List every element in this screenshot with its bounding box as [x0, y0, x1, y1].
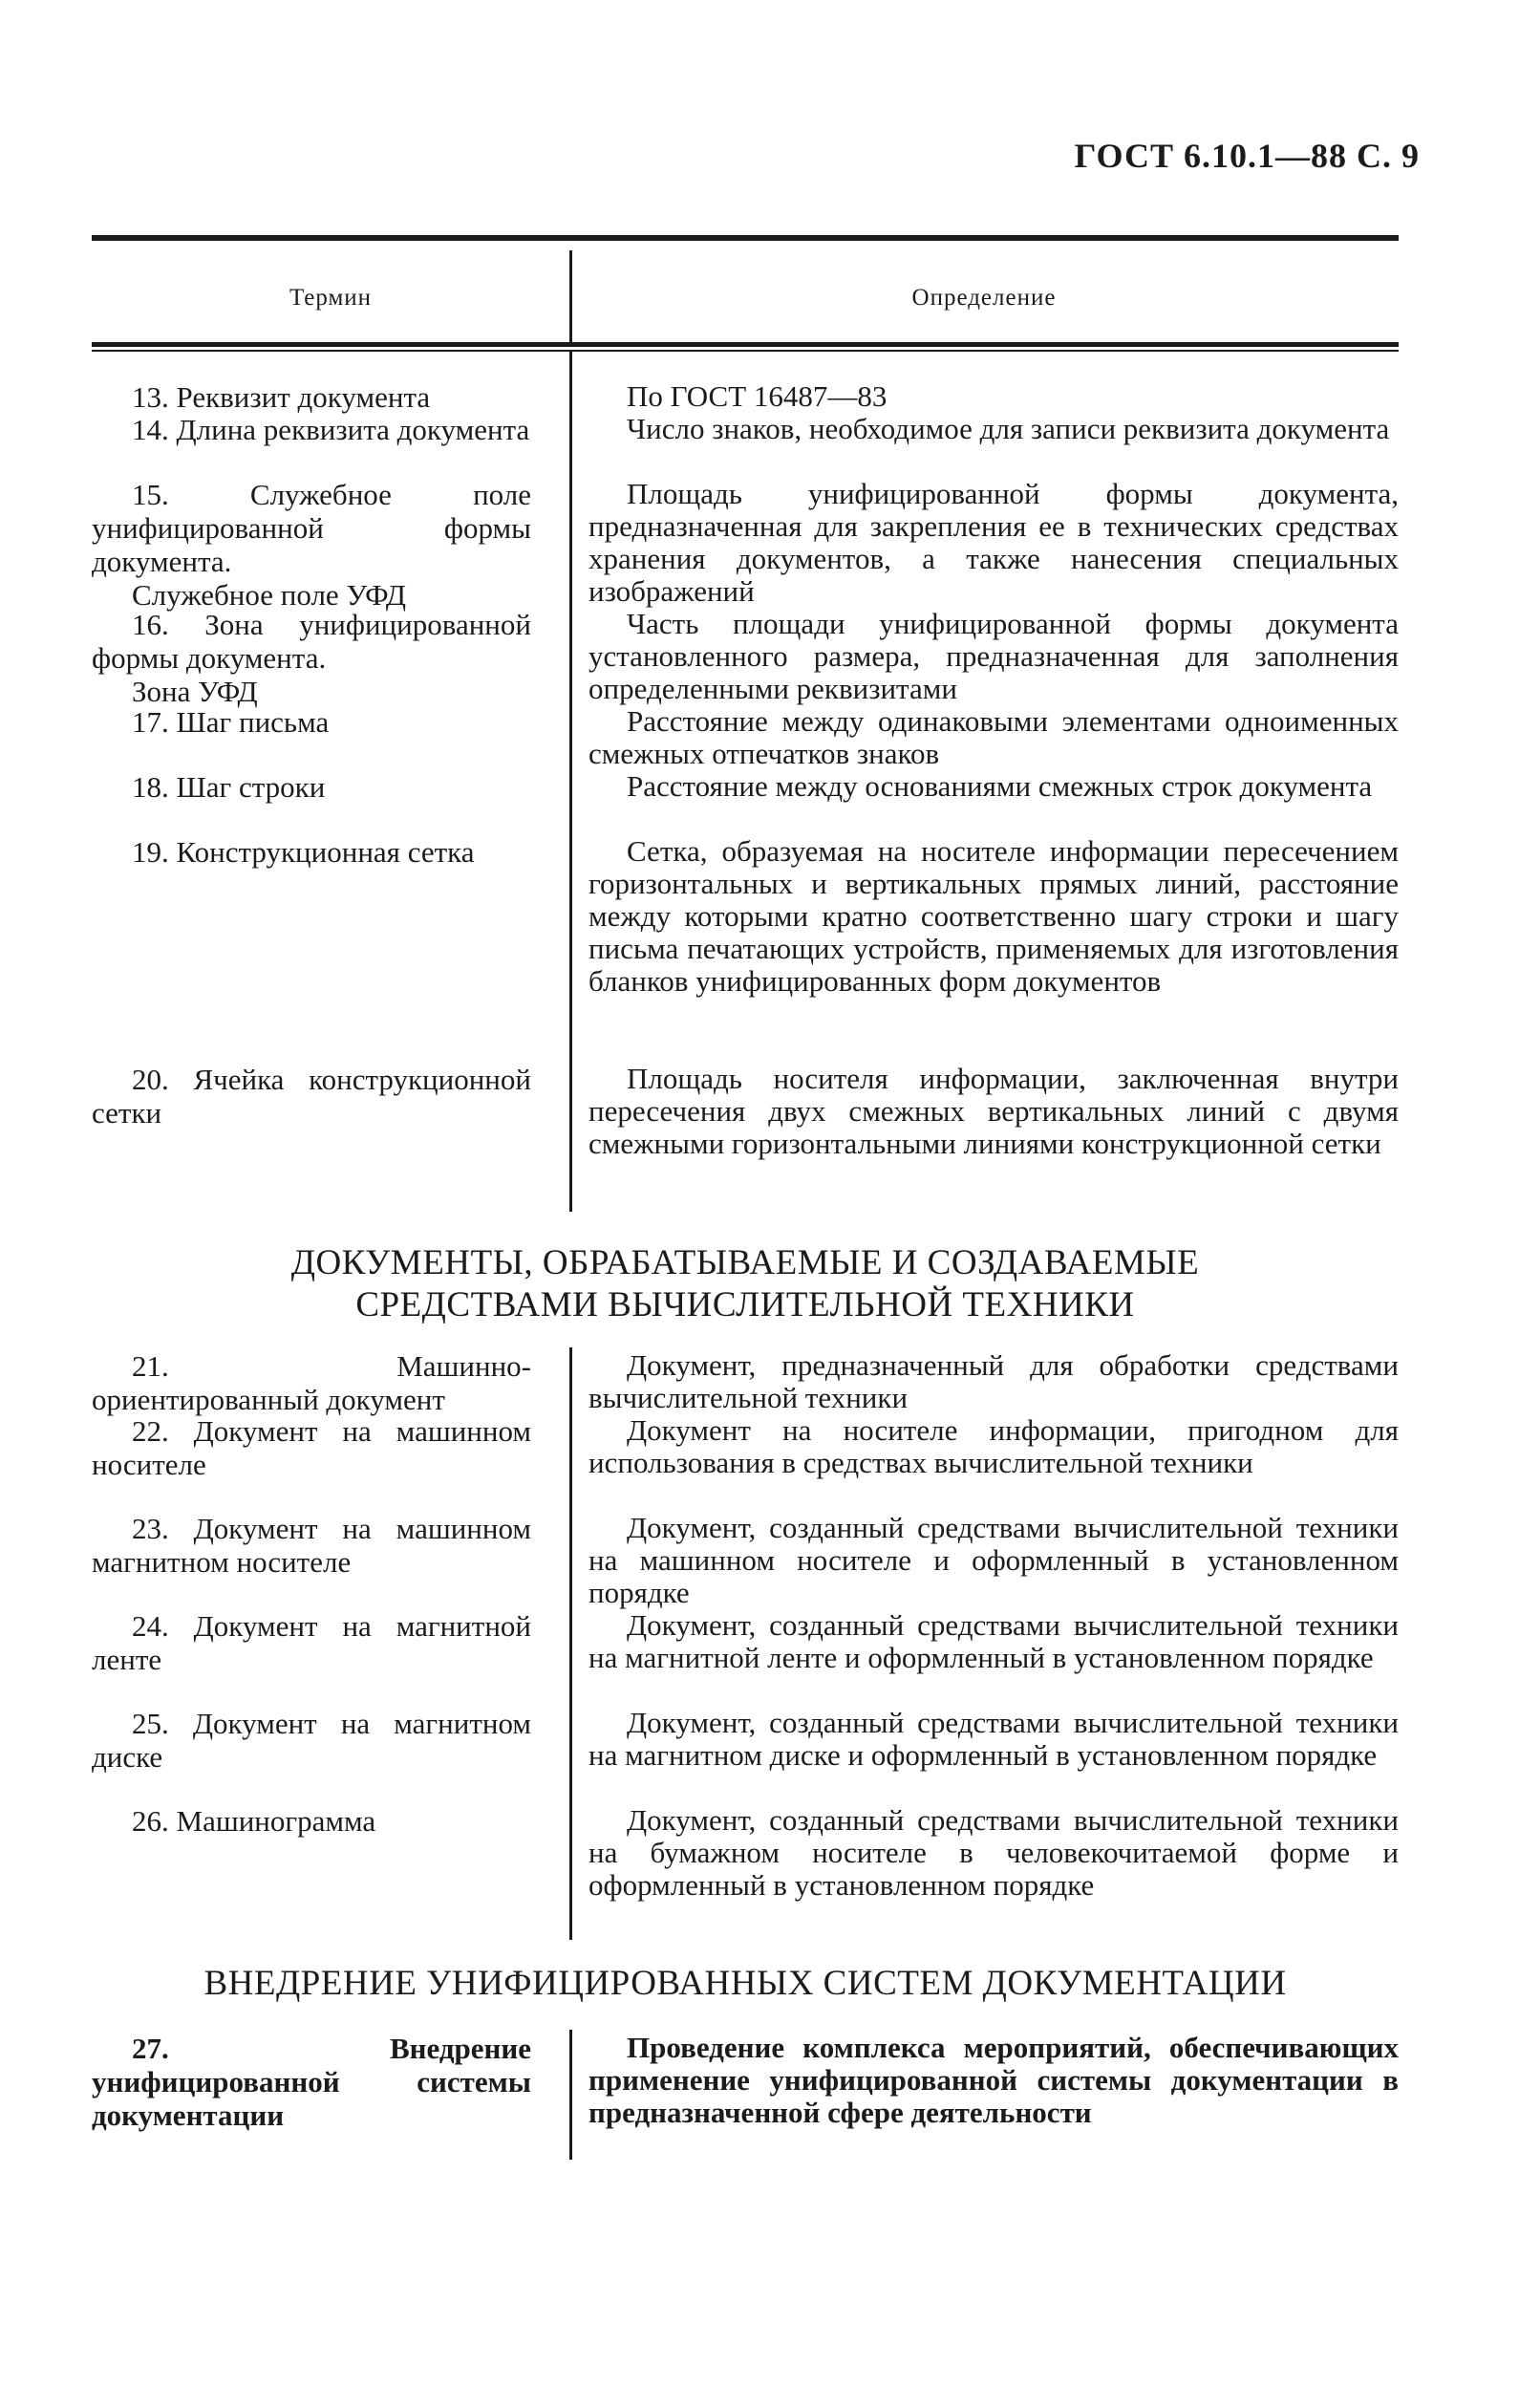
table-row: [92, 380, 1399, 413]
term-cell: 24. Документ на магнитной ленте: [92, 1609, 531, 1676]
table-row: [92, 607, 1399, 708]
term-cell: 18. Шаг строки: [132, 770, 326, 804]
definition-cell: Документ на носителе информации, пригодном для использования в средствах вычислительной техники: [588, 1413, 1399, 1479]
table-row: [92, 1063, 1399, 1193]
definition-cell: Документ, созданный средствами вычислительной техники на магнитной ленте и оформленный в установленном порядке: [588, 1608, 1399, 1674]
definition-cell: Площадь унифицированной формы документа, предназначенная для закрепления ее в технических средствах хранения документов, а также нанесения специальных изображений: [588, 477, 1399, 608]
term-cell: 17. Шаг письма: [132, 705, 330, 739]
table-row: [92, 2032, 1399, 2162]
definition-cell: Документ, предназначенный для обработки средствами вычислительной техники: [588, 1348, 1399, 1414]
table-row: [92, 705, 1399, 770]
definition-cell: Площадь носителя информации, заключенная внутри пересечения двух смежных вертикальных линий с двумя смежными горизонтальными линиями конструкционной сетки: [588, 1062, 1399, 1160]
term-cell: 20. Ячейка конструкционной сетки: [92, 1063, 531, 1130]
table-row: [92, 1804, 1399, 1934]
section-title-line: СРЕДСТВАМИ ВЫЧИСЛИТЕЛЬНОЙ ТЕХНИКИ: [355, 1285, 1135, 1324]
definition-cell: Проведение комплекса мероприятий, обеспечивающих применение унифицированной системы документации в предназначенной сфере деятельности: [588, 2031, 1399, 2129]
table-row: [92, 1414, 1399, 1512]
table-row: [92, 413, 1399, 478]
header-bottom-rule-thin: [92, 350, 1399, 352]
table-row: [92, 477, 1399, 612]
definition-cell: По ГОСТ 16487—83: [627, 379, 888, 413]
column-header-term: Термин: [289, 285, 373, 311]
definition-cell: Документ, созданный средствами вычислительной техники на машинном носителе и оформленный в установленном порядке: [588, 1511, 1399, 1609]
table-row: [92, 1512, 1399, 1609]
term-cell: 14. Длина реквизита документа: [132, 413, 530, 446]
table-row: [92, 1609, 1399, 1707]
header-bottom-rule: [92, 342, 1399, 347]
term-cell: 16. Зона унифицированной формы документа. Зона УФД: [92, 608, 531, 708]
term-cell: 27. Внедрение унифицированной системы документации: [92, 2032, 531, 2132]
definition-cell: Расстояние между основаниями смежных строк документа: [627, 769, 1373, 803]
table-row: [92, 1707, 1399, 1804]
term-cell: 25. Документ на магнитном диске: [92, 1707, 531, 1774]
terms-table-3: [92, 2032, 1399, 2162]
table-row: [92, 1349, 1399, 1414]
definition-cell: Сетка, образуемая на носителе информации пересечением горизонтальных и вертикальных прямых линий, расстояние между которыми кратно соответственно шагу строки и шагу письма печатающих устройств, применяемых для изготовления бланков унифицированных форм документов: [588, 834, 1399, 998]
definition-cell: Документ, созданный средствами вычислительной техники на магнитном диске и оформленный в установленном порядке: [588, 1706, 1399, 1772]
term-cell: 23. Документ на машинном магнитном носителе: [92, 1512, 531, 1579]
section-title-line: ДОКУМЕНТЫ, ОБРАБАТЫВАЕМЫЕ И СОЗДАВАЕМЫЕ: [290, 1243, 1200, 1282]
section-title-computer-documents: [92, 1242, 1399, 1326]
section-title-line: ВНЕДРЕНИЕ УНИФИЦИРОВАННЫХ СИСТЕМ ДОКУМЕНТАЦИИ: [203, 1964, 1287, 2003]
definition-cell: Документ, созданный средствами вычислительной техники на бумажном носителе в человекочитаемой форме и оформленный в установленном порядке: [588, 1803, 1399, 1902]
terms-table-2: [92, 1349, 1399, 1934]
page-header: ГОСТ 6.10.1—88 С. 9: [1074, 137, 1420, 175]
definition-cell: Число знаков, необходимое для записи реквизита документа: [627, 412, 1390, 445]
term-cell: 19. Конструкционная сетка: [132, 835, 475, 869]
column-header-definition: Определение: [911, 285, 1057, 311]
term-cell: 22. Документ на машинном носителе: [92, 1414, 531, 1481]
definition-cell: Часть площади унифицированной формы документа установленного размера, предназначенная для заполнения определенными реквизитами: [588, 607, 1399, 705]
section-title-implementation: [92, 1963, 1399, 2005]
term-cell: 26. Машинограмма: [132, 1804, 376, 1838]
header-divider: [569, 250, 572, 342]
table-row: [92, 770, 1399, 835]
table-column-header: [92, 241, 1399, 342]
term-cell: 15. Служебное поле унифицированной формы документа. Служебное поле УФД: [92, 478, 531, 612]
terms-table-1: [92, 380, 1399, 1193]
term-cell: 13. Реквизит документа: [132, 380, 431, 414]
definition-cell: Расстояние между одинаковыми элементами одноименных смежных отпечатков знаков: [588, 704, 1399, 770]
term-cell: 21. Машинно-ориентированный документ: [92, 1349, 531, 1416]
table-row: [92, 835, 1399, 1063]
